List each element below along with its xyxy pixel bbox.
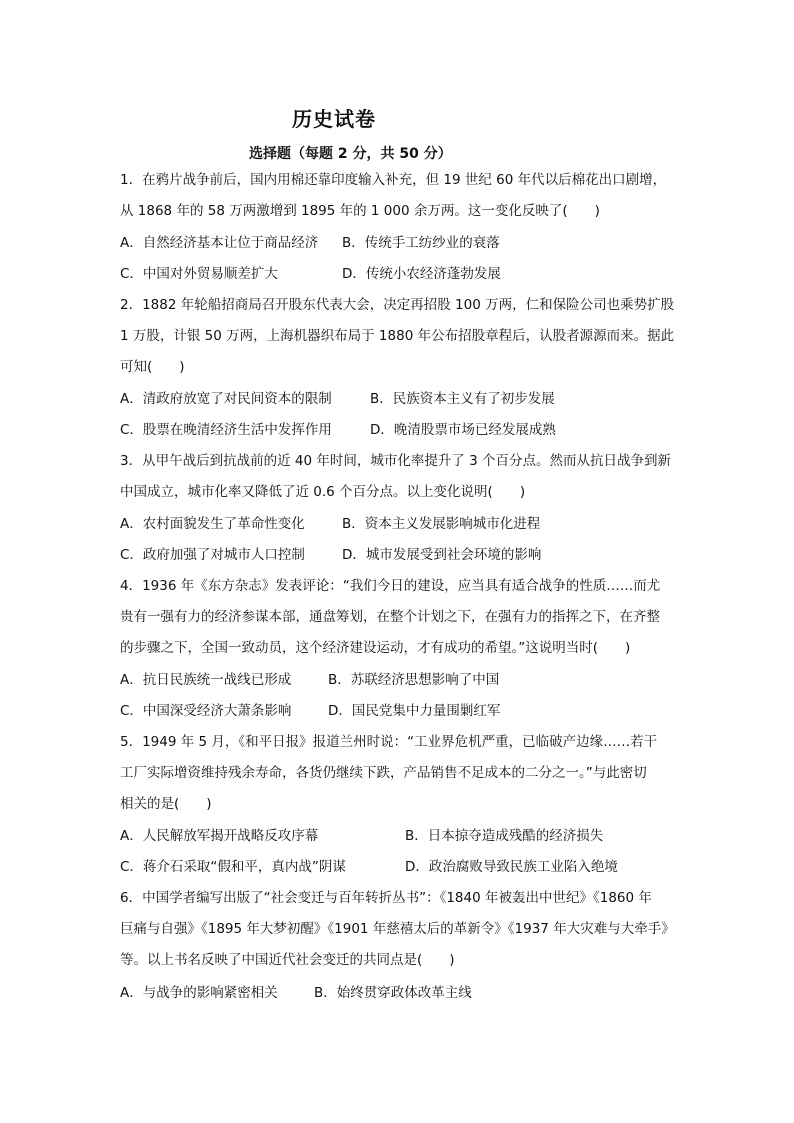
question-2-option-a: A．清政府放宽了对民间资本的限制 [120,391,332,407]
question-4-option-c: C．中国深受经济大萧条影响 [120,703,292,719]
question-2-line-2: 1 万股，计银 50 万两，上海机器织布局于 1880 年公布招股章程后，认股者源源而来。据此 [120,328,675,344]
question-2-option-b: B．民族资本主义有了初步发展 [370,391,555,407]
question-1-option-b: B．传统手工纺纱业的衰落 [342,235,500,251]
question-1-line-1: 1．在鸦片战争前后，国内用棉还靠印度输入补充，但 19 世纪 60 年代以后棉花出口剧增， [120,172,667,188]
question-3-option-b: B．资本主义发展影响城市化进程 [342,516,541,532]
question-4-line-2: 贵有一强有力的经济参谋本部，通盘筹划，在整个计划之下，在强有力的指挥之下，在齐整 [120,609,660,625]
question-4-option-d: D．国民党集中力量围剿红军 [328,703,501,719]
question-6-line-2: 巨痛与自强》《1895 年大梦初醒》《1901 年慈禧太后的革新令》《1937 年大灾难与大牵手》 [120,921,675,937]
question-6-line-1: 6．中国学者编写出版了“社会变迁与百年转折丛书”：《1840 年被轰出中世纪》《1860 年 [120,890,652,906]
question-5-line-1: 5．1949 年 5 月，《和平日报》报道兰州时说：“工业界危机严重，已临破产边缘……若干 [120,734,658,750]
question-3-line-1: 3．从甲午战后到抗战前的近 40 年时间，城市化率提升了 3 个百分点。然而从抗日战争到新 [120,453,672,469]
question-4-line-1: 4．1936 年《东方杂志》发表评论：“我们今日的建设，应当具有适合战争的性质……而尤 [120,578,661,594]
question-3-option-a: A．农村面貌发生了革命性变化 [120,516,305,532]
question-1-option-c: C．中国对外贸易顺差扩大 [120,266,278,282]
question-1-line-2: 从 1868 年的 58 万两激增到 1895 年的 1 000 余万两。这一变化反映了( ) [120,203,600,219]
question-6-option-a: A．与战争的影响紧密相关 [120,985,278,1001]
question-4-option-b: B．苏联经济思想影响了中国 [328,672,500,688]
page-title: 历史试卷 [292,107,376,131]
question-5-option-d: D．政治腐败导致民族工业陷入绝境 [405,859,618,875]
question-6-option-b: B．始终贯穿政体改革主线 [314,985,472,1001]
question-5-line-2: 工厂实际增资维持残余寿命，各货仍继续下跌，产品销售不足成本的二分之一。”与此密切 [120,765,647,781]
question-2-option-d: D．晚清股票市场已经发展成熟 [370,422,556,438]
question-4-line-3: 的步骤之下，全国一致动员，这个经济建设运动，才有成功的希望。”这说明当时( ) [120,640,631,656]
question-3-option-c: C．政府加强了对城市人口控制 [120,547,305,563]
question-5-option-a: A．人民解放军揭开战略反攻序幕 [120,828,319,844]
question-4-option-a: A．抗日民族统一战线已形成 [120,672,292,688]
question-2-line-1: 2．1882 年轮船招商局召开股东代表大会，决定再招股 100 万两，仁和保险公司也乘势扩股 [120,297,675,313]
question-2-line-3: 可知( ) [120,359,185,375]
question-5-line-3: 相关的是( ) [120,796,212,812]
question-1-option-a: A．自然经济基本让位于商品经济 [120,235,319,251]
question-2-option-c: C．股票在晚清经济生活中发挥作用 [120,422,332,438]
question-6-line-3: 等。以上书名反映了中国近代社会变迁的共同点是( ) [120,952,455,968]
question-3-line-2: 中国成立，城市化率又降低了近 0.6 个百分点。以上变化说明( ) [120,484,526,500]
question-1-option-d: D．传统小农经济蓬勃发展 [342,266,501,282]
question-5-option-c: C．蒋介石采取“假和平，真内战”阴谋 [120,859,346,875]
question-5-option-b: B．日本掠夺造成残酷的经济损失 [405,828,604,844]
question-3-option-d: D．城市发展受到社会环境的影响 [342,547,542,563]
section-heading: 选择题（每题 2 分，共 50 分） [249,146,452,162]
